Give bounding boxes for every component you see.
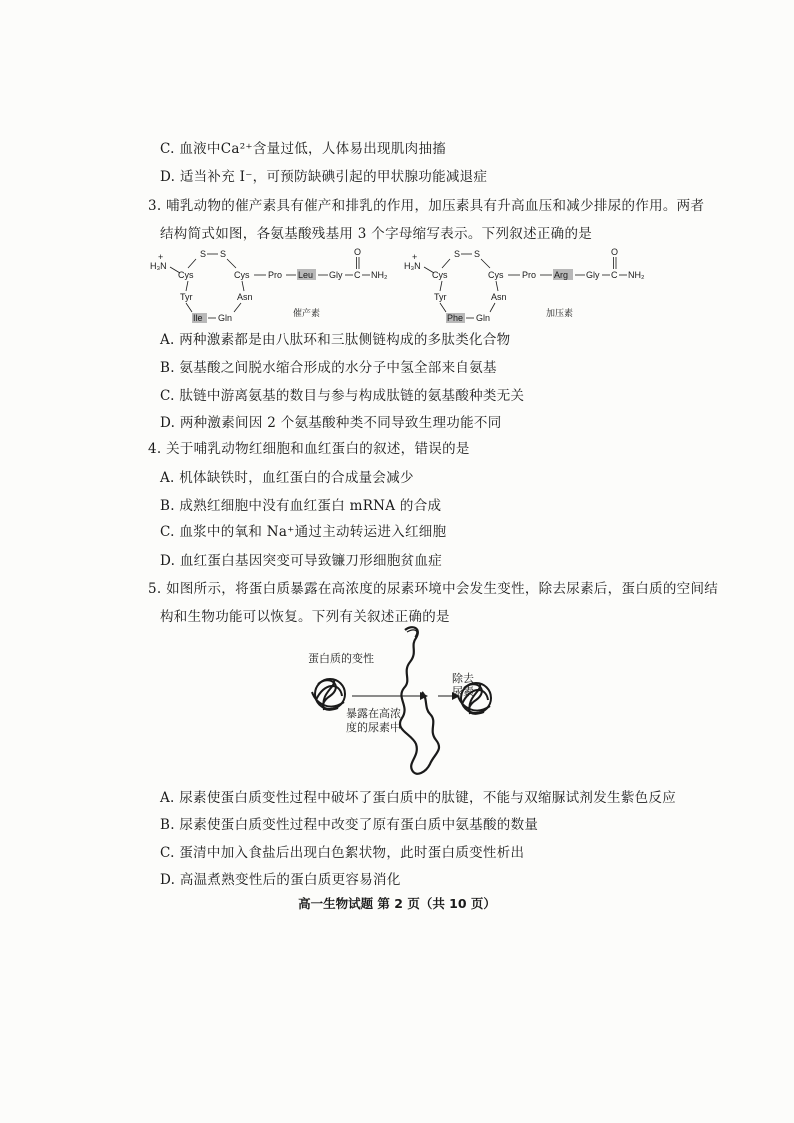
- vasopressin-sulfur-1: S: [454, 249, 461, 259]
- q5-option-b: B. 尿素使蛋白质变性过程中改变了原有蛋白质中氨基酸的数量: [160, 817, 539, 833]
- oxytocin-sulfur-1: S: [200, 249, 207, 259]
- q3-stem-line2: 结构简式如图，各氨基酸残基用 3 个字母缩写表示。下列叙述正确的是: [160, 226, 593, 242]
- oxytocin-pro: Pro: [268, 270, 283, 280]
- q4-stem: 4. 关于哺乳动物红细胞和血红蛋白的叙述，错误的是: [148, 441, 470, 457]
- page-footer: 高一生物试题 第 2 页（共 10 页）: [298, 896, 496, 911]
- q3-option-a: A. 两种激素都是由八肽环和三肽侧链构成的多肽类化合物: [160, 332, 511, 348]
- vasopressin-asn: Asn: [491, 292, 507, 302]
- oxytocin-plus-charge: +: [158, 252, 164, 262]
- label-remove-urea-2: 尿素: [452, 685, 474, 698]
- vasopressin-cys-1: Cys: [432, 270, 448, 280]
- oxytocin-oxygen: O: [354, 247, 362, 257]
- vasopressin-n-terminus: H₃N: [404, 261, 421, 271]
- vasopressin-carbon: C: [611, 270, 618, 280]
- oxytocin-asn: Asn: [237, 292, 253, 302]
- vasopressin-sulfur-2: S: [474, 249, 481, 259]
- vasopressin-structure-diagram: [402, 244, 652, 324]
- q5-option-c: C. 蛋清中加入食盐后出现白色絮状物，此时蛋白质变性析出: [160, 845, 525, 861]
- oxytocin-gly: Gly: [329, 270, 343, 280]
- oxytocin-cys-2: Cys: [234, 270, 250, 280]
- q5-option-d: D. 高温煮熟变性后的蛋白质更容易消化: [160, 872, 401, 888]
- oxytocin-nh2: NH₂: [371, 270, 388, 280]
- oxytocin-gln: Gln: [218, 313, 233, 323]
- oxytocin-structure-diagram: [148, 244, 393, 324]
- oxytocin-cys-1: Cys: [178, 270, 194, 280]
- oxytocin-carbon: C: [354, 270, 361, 280]
- oxytocin-tyr: Tyr: [180, 292, 193, 302]
- vasopressin-oxygen: O: [611, 247, 619, 257]
- oxytocin-ile-highlighted: Ile: [193, 313, 203, 323]
- vasopressin-cys-2: Cys: [488, 270, 504, 280]
- vasopressin-gln: Gln: [476, 313, 491, 323]
- q3-option-c: C. 肽链中游离氨基的数目与参与构成肽链的氨基酸种类无关: [160, 388, 525, 404]
- vasopressin-caption: 加压素: [546, 308, 574, 318]
- vasopressin-nh2: NH₂: [628, 270, 645, 280]
- vasopressin-tyr: Tyr: [434, 292, 447, 302]
- protein-denaturation-figure: [300, 622, 500, 782]
- unfolded-chain-icon: [400, 627, 439, 774]
- folded-protein-icon: [312, 679, 345, 710]
- label-urea-exposure-1: 暴露在高浓: [346, 707, 401, 720]
- label-remove-urea-1: 除去: [452, 672, 474, 685]
- q4-option-a: A. 机体缺铁时，血红蛋白的合成量会减少: [160, 470, 414, 486]
- oxytocin-n-terminus: H₃N: [150, 261, 167, 271]
- q3-option-b: B. 氨基酸之间脱水缩合形成的水分子中氢全部来自氨基: [160, 360, 497, 376]
- vasopressin-pro: Pro: [522, 270, 537, 280]
- q5-option-a: A. 尿素使蛋白质变性过程中破坏了蛋白质中的肽键，不能与双缩脲试剂发生紫色反应: [160, 790, 677, 806]
- q2-option-c: C. 血液中Ca²⁺含量过低，人体易出现肌肉抽搐: [160, 141, 447, 157]
- label-urea-exposure-2: 度的尿素中: [346, 721, 401, 734]
- oxytocin-sulfur-2: S: [220, 249, 227, 259]
- q4-option-c: C. 血浆中的氧和 Na⁺通过主动转运进入红细胞: [160, 524, 447, 540]
- q4-option-d: D. 血红蛋白基因突变可导致镰刀形细胞贫血症: [160, 553, 443, 569]
- vasopressin-gly: Gly: [586, 270, 600, 280]
- q2-option-d: D. 适当补充 I⁻，可预防缺碘引起的甲状腺功能减退症: [160, 169, 488, 185]
- q3-option-d: D. 两种激素间因 2 个氨基酸种类不同导致生理功能不同: [160, 415, 502, 431]
- vasopressin-plus-charge: +: [412, 252, 418, 262]
- q4-option-b: B. 成熟红细胞中没有血红蛋白 mRNA 的合成: [160, 498, 442, 514]
- q3-stem-line1: 3. 哺乳动物的催产素具有催产和排乳的作用，加压素具有升高血压和减少排尿的作用。两者: [148, 198, 705, 214]
- q5-stem-line2: 构和生物功能可以恢复。下列有关叙述正确的是: [160, 609, 450, 625]
- label-protein-denaturation: 蛋白质的变性: [308, 652, 374, 665]
- oxytocin-leu-highlighted: Leu: [298, 270, 314, 280]
- vasopressin-arg-highlighted: Arg: [554, 270, 569, 280]
- oxytocin-caption: 催产素: [293, 308, 321, 318]
- vasopressin-phe-highlighted: Phe: [447, 313, 464, 323]
- q5-stem-line1: 5. 如图所示，将蛋白质暴露在高浓度的尿素环境中会发生变性，除去尿素后，蛋白质的空间结: [148, 581, 719, 597]
